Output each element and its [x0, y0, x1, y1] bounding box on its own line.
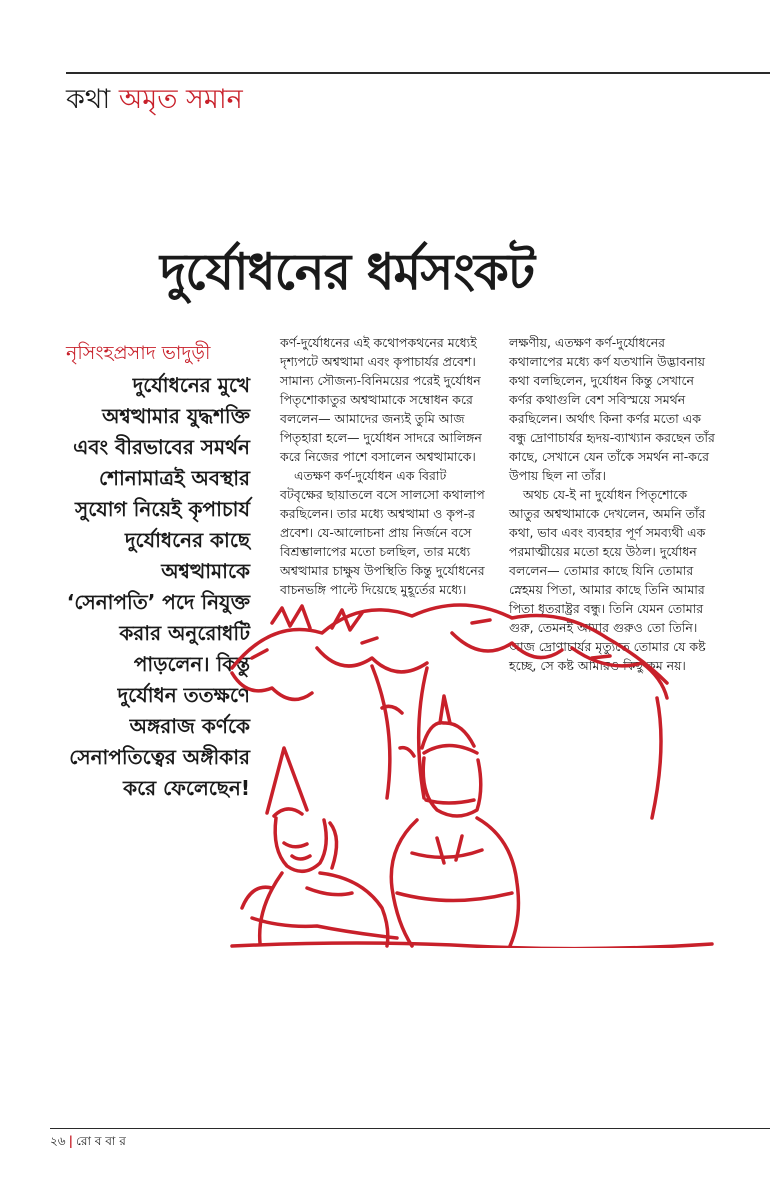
- body-line: কথা বলছিলেন, দুর্যোধন কিন্তু সেখানে: [509, 373, 695, 388]
- body-line: বললেন— আমাদের জন্যই তুমি আজ: [280, 411, 465, 426]
- body-line: প্রবেশ। যে-আলোচনা প্রায় নির্জনে বসে: [280, 525, 472, 540]
- pull-quote-line: অশ্বত্থামার যুদ্ধশক্তি: [102, 404, 250, 428]
- pull-quote-line: পাড়লেন। কিন্তু: [133, 652, 250, 676]
- seated-figure-left-icon: [242, 748, 397, 946]
- tree-canopy-icon: [232, 605, 667, 699]
- body-line: পিতৃহারা হলে— দুর্যোধন সাদরে আলিঙ্গন: [280, 430, 482, 445]
- footer-separator: |: [68, 1134, 73, 1148]
- body-line: কর্ণ-দুর্যোধনের এই কথোপকথনের মধ্যেই: [280, 335, 477, 350]
- pull-quote-line: সেনাপতিত্বের অঙ্গীকার: [69, 745, 250, 769]
- pull-quote-line: ‘সেনাপতি’ পদে নিযুক্ত: [66, 590, 250, 614]
- body-line: কর্ণর কথাগুলি বেশ সবিস্ময়ে সমর্থন: [509, 392, 686, 407]
- section-word-2: অমৃত সমান: [118, 84, 243, 115]
- illustration-duryodhana-ashwatthama: [212, 588, 722, 948]
- pull-quote-line: করার অনুরোধটি: [119, 621, 250, 645]
- body-line: করে নিজের পাশে বসালেন অশ্বত্থামাকে।: [280, 449, 476, 464]
- article-title: দুর্যোধনের ধর্মসংকট: [160, 243, 535, 301]
- magazine-name: রো ব বা র: [76, 1134, 126, 1148]
- bottom-rule: [50, 1128, 770, 1129]
- pull-quote-line: দুর্যোধনের মুখে: [132, 373, 250, 397]
- page-footer: [50, 1133, 126, 1149]
- body-line: সামান্য সৌজন্য-বিনিময়ের পরেই দুর্যোধন: [280, 373, 481, 388]
- body-line: বন্ধু দ্রোণাচার্যর হৃদয়-ব্যাখ্যান করছেন তাঁর: [509, 430, 715, 445]
- pull-quote-line: অঙ্গরাজ কর্ণকে: [129, 714, 250, 738]
- body-line: আজ দ্রোণাচার্যর মৃত্যুতে তোমার যে কষ্ট: [509, 639, 706, 654]
- body-line: করছিলেন। তার মধ্যে অশ্বত্থামা ও কৃপ-র: [280, 506, 475, 521]
- body-line: পরমাত্মীয়ের মতো হয়ে উঠল। দুর্যোধন: [509, 544, 697, 559]
- pull-quote-line: শোনামাত্রই অবস্থার: [99, 466, 250, 490]
- pull-quote-line: অশ্বত্থামাকে: [161, 559, 250, 583]
- section-heading: [66, 82, 243, 118]
- body-line: অথচ যে-ই না দুর্যোধন পিতৃশোকে: [523, 487, 688, 502]
- author-name: নৃসিংহপ্রসাদ ভাদুড়ী: [66, 342, 211, 364]
- seated-figure-right-icon: [391, 696, 518, 946]
- body-line: বটবৃক্ষের ছায়াতলে বসে সালসো কথালাপ: [280, 487, 485, 502]
- section-word-1: কথা: [66, 84, 111, 115]
- body-line: পিতৃশোকাতুর অশ্বত্থামাকে সম্বোধন করে: [280, 392, 473, 407]
- pull-quote-line: করে ফেলেছেন!: [123, 776, 250, 800]
- tree-trunk-icon: [372, 666, 661, 818]
- body-line: বিশ্রম্ভালাপের মতো চলছিল, তার মধ্যে: [280, 544, 471, 559]
- body-line: কথালাপের মধ্যে কর্ণ যতখানি উদ্ভাবনায়: [509, 354, 705, 369]
- body-line: করছিলেন। অর্থাৎ কিনা কর্ণর মতো এক: [509, 411, 701, 426]
- pull-quote-line: দুর্যোধনের কাছে: [125, 528, 250, 552]
- body-line: আতুর অশ্বত্থামাকে দেখলেন, অমনি তাঁর: [509, 506, 706, 521]
- body-line: কথা, ভাব এবং ব্যবহার পূর্ণ সমব্যথী এক: [509, 525, 706, 540]
- body-line: উপায় ছিল না তাঁর।: [509, 468, 607, 483]
- body-line: বাচনভঙ্গি পাল্টে দিয়েছে মুহূর্তের মধ্যে।: [280, 582, 467, 597]
- ground-line: [232, 943, 712, 948]
- pull-quote-line: সুযোগ নিয়েই কৃপাচার্য: [75, 497, 250, 521]
- body-line: অশ্বত্থামার চাক্ষুষ উপস্থিতি কিন্তু দুর্যোধনের: [280, 563, 485, 578]
- body-line: বললেন— তোমার কাছে যিনি তোমার: [509, 563, 694, 578]
- body-line: কাছে, সেখানে যেন তাঁকে সমর্থন না-করে: [509, 449, 709, 464]
- body-line: গুরু, তেমনই আমার গুরুও তো তিনি।: [509, 620, 698, 635]
- top-rule: [66, 72, 770, 74]
- body-line: স্নেহময় পিতা, আমার কাছে তিনি আমার: [509, 582, 705, 597]
- pull-quote-line: দুর্যোধন ততক্ষণে: [117, 683, 250, 707]
- page-number: ২৬: [50, 1134, 66, 1148]
- pull-quote-line: এবং বীরভাবের সমর্থন: [73, 435, 250, 459]
- body-line: পিতা ধৃতরাষ্ট্রর বন্ধু। তিনি যেমন তোমার: [509, 601, 704, 616]
- body-line: এতক্ষণ কর্ণ-দুর্যোধন এক বিরাট: [294, 468, 447, 483]
- body-line: হচ্ছে, সে কষ্ট আমারও কিছু কম নয়।: [509, 658, 686, 673]
- body-line: দৃশ্যপটে অশ্বত্থামা এবং কৃপাচার্যর প্রবেশ।: [280, 354, 476, 369]
- body-line: লক্ষণীয়, এতক্ষণ কর্ণ-দুর্যোধনের: [509, 335, 666, 350]
- body-column-1: [280, 333, 502, 599]
